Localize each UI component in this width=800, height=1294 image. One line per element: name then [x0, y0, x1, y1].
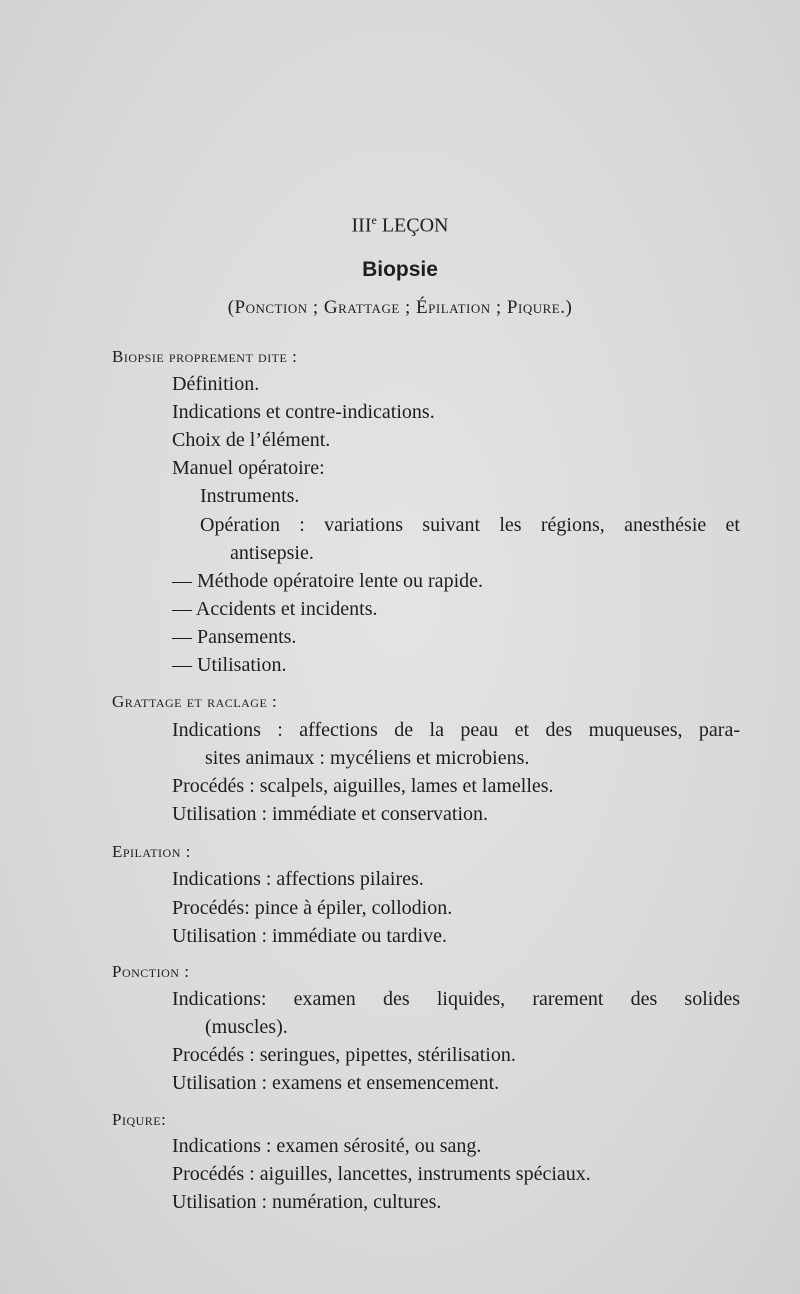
section-heading-ponction: Ponction : [112, 962, 190, 981]
list-item: Utilisation : numération, cultures. [172, 1191, 442, 1213]
list-item: — Méthode opératoire lente ou rapide. [172, 570, 483, 592]
section-heading-grattage: Grattage et raclage : [112, 692, 278, 711]
list-item: sites animaux : mycéliens et microbiens. [205, 747, 530, 769]
list-item: Indications : examen sérosité, ou sang. [172, 1135, 482, 1157]
section-heading-piqure: Piqure: [112, 1110, 167, 1129]
list-item: Procédés : seringues, pipettes, stérilisation. [172, 1044, 516, 1066]
list-item: — Pansements. [172, 626, 297, 648]
list-item: Procédés: pince à épiler, collodion. [172, 897, 453, 919]
list-item: Définition. [172, 373, 260, 395]
lesson-word: LEÇON [381, 214, 449, 237]
section-heading-epilation: Epilation : [112, 842, 191, 861]
list-item: Indications: examen des liquides, rarement des solides [172, 988, 740, 1010]
list-item: Instruments. [200, 485, 300, 507]
section-heading-biopsie: Biopsie proprement dite : [112, 347, 298, 366]
list-item: Utilisation : immédiate et conservation. [172, 803, 489, 825]
page-title: Biopsie [362, 258, 438, 281]
list-item: — Utilisation. [172, 654, 287, 676]
list-item: Choix de l’élément. [172, 429, 331, 451]
lesson-roman: III [351, 214, 372, 237]
list-item: Manuel opératoire: [172, 457, 325, 479]
list-item: Indications et contre-indications. [172, 401, 435, 423]
list-item: — Accidents et incidents. [172, 598, 378, 620]
list-item: Utilisation : immédiate ou tardive. [172, 925, 447, 947]
lesson-number [0, 208, 800, 238]
list-item: Indications : affections pilaires. [172, 868, 424, 890]
list-item: Utilisation : examens et ensemencement. [172, 1072, 500, 1094]
page-subtitle: (Ponction ; Grattage ; Épilation ; Piqure.) [227, 297, 573, 318]
list-item: Procédés : aiguilles, lancettes, instruments spéciaux. [172, 1163, 591, 1185]
list-item: (muscles). [205, 1016, 288, 1038]
list-item: Opération : variations suivant les régions, anesthésie et [200, 514, 740, 536]
list-item: antisepsie. [230, 542, 314, 564]
list-item: Indications : affections de la peau et des muqueuses, para- [172, 719, 740, 741]
list-item: Procédés : scalpels, aiguilles, lames et lamelles. [172, 775, 554, 797]
lesson-superscript: e [371, 213, 377, 227]
